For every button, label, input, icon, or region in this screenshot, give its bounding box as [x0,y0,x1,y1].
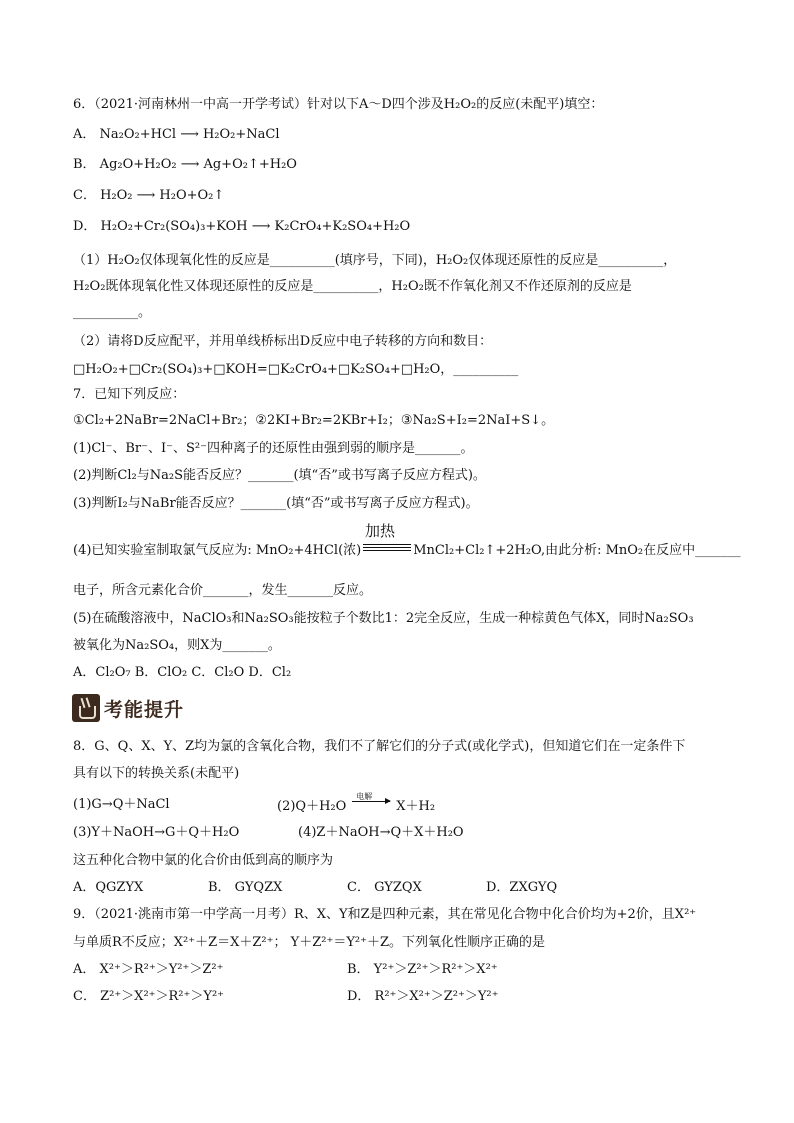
q8-reaction2 [277,792,436,816]
q8-reaction4: (4)Z＋NaOH→Q＋X＋H₂O [298,825,464,840]
q8-option-d: D．ZXGYQ [486,880,558,895]
q6-part1-line2: H₂O₂既体现氧化性又体现还原性的反应是__________，H₂O₂既不作氧化剂又不作还原剂的反应是 [73,279,632,294]
q7-sub1: (1)Cl⁻、Br⁻、I⁻、S²⁻四种离子的还原性由强到弱的顺序是_______。 [73,441,474,456]
section-header [72,693,184,723]
q7-sub3: (3)判断I₂与NaBr能否反应？_______(填“否”或书写离子反应方程式)。 [73,496,479,511]
q9-option-a: A． X²⁺＞R²⁺＞Y²⁺＞Z²⁺ [73,962,224,977]
q8-reaction3: (3)Y＋NaOH→G＋Q＋H₂O [73,825,240,840]
q6-part2-line1: （2）请将D反应配平，并用单线桥标出D反应中电子转移的方向和数目： [73,334,493,349]
q8-line1: 8．G、Q、X、Y、Z均为氯的含氧化合物，我们不了解它们的分子式(或化学式)，但知道它们在一定条件下 [73,739,686,754]
q6-part1-line1: （1）H₂O₂仅体现氧化性的反应是__________(填序号，下同)，H₂O₂仅体现还原性的反应是__________， [73,253,677,268]
section-title: 考能提升 [104,698,185,721]
q8-option-a: A．QGZYX [73,880,144,895]
electrolysis-label: 电解 [356,792,373,801]
q6-title: 6．（2021·河南林州一中高一开学考试）针对以下A～D四个涉及H₂O₂的反应(未配平)填空： [73,97,604,112]
q7-reactions: ①Cl₂+2NaBr=2NaCl+Br₂；②2KI+Br₂=2KBr+I₂；③Na₂S+I₂=2NaI+S↓。 [73,413,555,428]
q8-line2: 具有以下的转换关系(未配平) [73,766,240,781]
q7-sub5-line1: (5)在硫酸溶液中，NaClO₃和Na₂SO₃能按粒子个数比1：2完全反应，生成一种棕黄色气体X，同时Na₂SO₃ [73,611,694,626]
q7-sub4-line2: 电子，所含元素化合价_______，发生_______反应。 [73,583,373,598]
heat-condition-label: 加热 [365,522,396,540]
q9-option-c: C． Z²⁺＞X²⁺＞R²⁺＞Y²⁺ [73,989,225,1004]
q7-options: A．Cl₂O₇ B．ClO₂ C．Cl₂O D．Cl₂ [73,665,292,680]
q7-sub4-part-b: MnCl₂+Cl₂↑+2H₂O,由此分析: MnO₂在反应中_______ [413,543,741,558]
q6-part2-line2: □H₂O₂+□Cr₂(SO₄)₃+□KOH=□K₂CrO₄+□K₂SO₄+□H₂O，__________ [73,362,519,377]
q9-option-b: B． Y²⁺＞Z²⁺＞R²⁺＞X²⁺ [347,962,498,977]
q6-option-b: B． Ag₂O+H₂O₂ ⟶ Ag+O₂↑+H₂O [73,157,297,172]
q7-title: 7．已知下列反应： [73,387,186,402]
q7-sub2: (2)判断Cl₂与Na₂S能否反应？_______(填“否”或书写离子反应方程式)。 [73,468,486,483]
q7-sub5-line2: 被氧化为Na₂SO₄，则X为_______。 [73,638,281,653]
q8-line3: 这五种化合物中氯的化合价由低到高的顺序为 [73,853,334,868]
q9-line1: 9．（2021·洮南市第一中学高一月考）R、X、Y和Z是四种元素，其在常见化合物中化合价均为+2价，且X²⁺ [73,907,697,922]
q8-option-b: B． GYQZX [208,880,283,895]
q6-option-a: A． Na₂O₂+HCl ⟶ H₂O₂+NaCl [73,127,280,142]
q6-option-c: C． H₂O₂ ⟶ H₂O+O₂↑ [73,188,225,203]
q8-reaction2-left: (2)Q＋H₂O [277,799,347,814]
q8-option-c: C． GYZQX [347,880,422,895]
q9-option-d: D． R²⁺＞X²⁺＞Z²⁺＞Y²⁺ [347,989,499,1004]
q7-sub4-part-a: (4)已知实验室制取氯气反应为: MnO₂+4HCl(浓) [73,543,362,558]
q9-line2: 与单质R不反应；X²⁺＋Z＝X＋Z²⁺； Y＋Z²⁺＝Y²⁺＋Z。下列氧化性顺序正确的是 [73,935,546,950]
q8-reaction1: (1)G→Q＋NaCl [73,797,170,812]
q7-sub4-line1 [73,540,741,560]
electrolysis-arrow [348,792,394,810]
cup-icon [72,694,100,722]
equilibrium-equals-sign [363,540,411,554]
q8-reaction2-right: X＋H₂ [396,799,436,814]
q6-part1-line3: __________。 [73,305,152,320]
q6-option-d: D． H₂O₂+Cr₂(SO₄)₃+KOH ⟶ K₂CrO₄+K₂SO₄+H₂O [73,219,411,234]
